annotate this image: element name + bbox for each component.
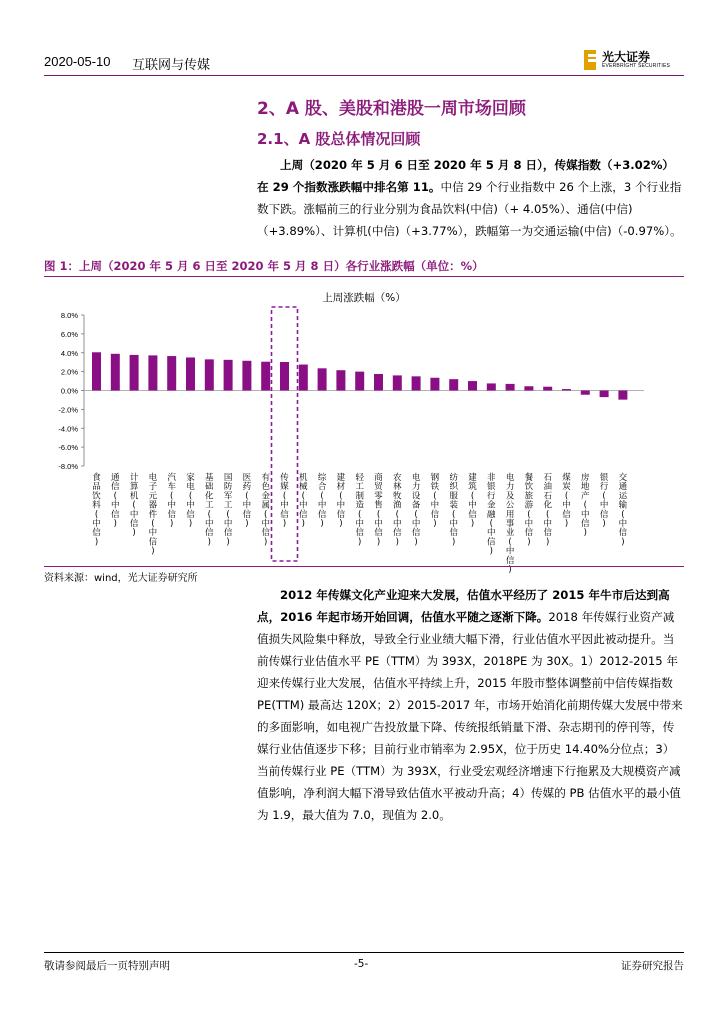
footer-report-type: 证券研究报告 — [621, 960, 684, 972]
bar — [355, 372, 364, 391]
industry-returns-chart — [44, 282, 684, 575]
logo-mark-icon — [584, 50, 596, 70]
x-tick-label: 钢铁(中信) — [430, 473, 440, 529]
page-header — [44, 48, 684, 76]
y-tick-label: -8.0% — [58, 462, 78, 471]
x-axis-labels — [92, 472, 627, 575]
bar — [543, 387, 552, 391]
y-axis — [58, 311, 644, 471]
x-tick-label: 电力设备(中信) — [411, 473, 421, 548]
bar — [205, 359, 214, 390]
subsection-heading: 2.1、A 股总体情况回顾 — [257, 130, 421, 148]
bar — [506, 384, 515, 391]
bar — [524, 386, 533, 390]
x-tick-label: 银行(中信) — [599, 473, 609, 529]
x-tick-label: 机械(中信) — [299, 473, 308, 529]
bar — [618, 391, 627, 400]
x-tick-label: 电力及公用事业(中信) — [505, 473, 515, 575]
y-tick-label: 4.0% — [60, 348, 78, 358]
bar — [374, 374, 383, 391]
bar — [224, 360, 233, 391]
logo-en-text: EVERBRIGHT SECURITIES — [602, 63, 671, 69]
bar — [412, 376, 421, 390]
intro-lead: 上周（2020 年 5 月 6 日至 2020 年 5 月 8 日），传媒指数（+3.02%）在 29 个指数涨跌幅中排名第 11。 — [257, 158, 675, 194]
x-tick-label: 传媒(中信) — [280, 473, 289, 529]
x-tick-label: 餐饮旅游(中信) — [524, 473, 534, 548]
y-tick-label: 6.0% — [60, 329, 78, 339]
figure-title: 图 1：上周（2020 年 5 月 6 日至 2020 年 5 月 8 日）各行业涨跌幅（单位：%） — [44, 259, 484, 273]
x-tick-label: 食品饮料(中信) — [92, 473, 101, 548]
bar — [318, 368, 327, 390]
y-tick-label: -4.0% — [58, 424, 78, 434]
bar — [186, 357, 195, 390]
x-tick-label: 交通运输(中信) — [618, 473, 628, 548]
y-tick-label: -2.0% — [58, 405, 78, 415]
valuation-paragraph — [257, 584, 683, 826]
x-tick-label: 家电(中信) — [186, 473, 195, 529]
bar — [242, 361, 251, 391]
bar — [280, 362, 289, 391]
x-tick-label: 商贸零售(中信) — [374, 473, 383, 548]
logo-cn-text: 光大证券 — [602, 50, 651, 64]
bar — [600, 391, 609, 398]
x-tick-label: 基础化工(中信) — [205, 473, 214, 548]
chart-title: 上周涨跌幅（%） — [322, 292, 406, 304]
intro-body: 中信 29 个行业指数中 26 个上涨，3 个行业指数下跌。涨幅前三的行业分别为食品饮料(中信)（+ 4.05%）、通信(中信)（+3.89%）、计算机(中信)（+3.77%），跌幅第一为交通运输(中信)（-0.97%）。 — [257, 180, 682, 238]
x-tick-label: 纺织服装(中信) — [449, 473, 458, 548]
bar — [393, 375, 402, 390]
x-tick-label: 有色金属(中信) — [261, 473, 270, 548]
bar — [336, 370, 345, 390]
bar — [487, 383, 496, 390]
bar — [167, 356, 176, 390]
figure-source: 资料来源：wind，光大证券研究所 — [44, 573, 198, 584]
valuation-lead: 2012 年传媒文化产业迎来大发展，估值水平经历了 2015 年牛市后达到高点，2016 年起市场开始回调，估值水平随之逐渐下降。 — [257, 588, 670, 624]
bar — [562, 389, 571, 390]
footer-disclaimer: 敬请参阅最后一页特别声明 — [44, 960, 170, 972]
x-tick-label: 计算机(中信) — [129, 473, 139, 539]
bar — [111, 354, 120, 391]
x-tick-label: 非银行金融(中信) — [487, 473, 496, 557]
bar — [299, 365, 308, 391]
bar — [148, 355, 157, 390]
brand-logo — [584, 48, 684, 74]
x-tick-label: 电子元器件(中信) — [148, 473, 158, 557]
page-number: -5- — [354, 958, 369, 970]
header-divider — [44, 75, 684, 76]
bar-series — [92, 352, 627, 399]
x-tick-label: 国防军工(中信) — [223, 473, 233, 548]
x-tick-label: 综合(中信) — [317, 473, 327, 529]
bar — [130, 355, 139, 391]
bar — [92, 352, 101, 390]
section-heading: 2、A 股、美股和港股一周市场回顾 — [257, 99, 526, 119]
x-tick-label: 通信(中信) — [111, 473, 120, 529]
bar — [449, 379, 458, 390]
figure-top-rule — [44, 276, 684, 277]
valuation-body: 2018 年传媒行业资产减值损失风险集中释放，导致全行业业绩大幅下滑，行业估值水平因此被动提升。当前传媒行业估值水平 PE（TTM）为 393X，2018PE 为 30X。1）2012-2015 年迎来传媒行业大发展，估值水平持续上升，2015 年股市整体调整前中信传媒指数 PE(TTM) 最高达 120X；2）2015-2017 年，市场开始消化前期传媒大发展中带来的多面影响，如电视广告投放量下降、传统报纸销量下滑、杂志期刊的停刊等，传媒行业估值逐步下移；目前行业市销率为 2.95X，位于历史 14.40%分位点；3）当前传媒行业 PE（TTM）为 393X，行业受宏观经济增速下行拖累及大规模资产减值影响，净利润大幅下滑导致估值水平被动升高；4）传媒的 PB 估值水平的最小值为 1.9，最大值为 7.0，现值为 2.0。 — [257, 610, 683, 822]
report-category: 互联网与传媒 — [132, 58, 211, 73]
y-tick-label: 0.0% — [60, 386, 78, 396]
x-tick-label: 煤炭(中信) — [562, 473, 571, 529]
report-date: 2020-05-10 — [44, 54, 111, 69]
bar — [261, 362, 270, 391]
x-tick-label: 农林牧渔(中信) — [393, 473, 402, 548]
bar — [581, 391, 590, 395]
footer-divider — [44, 952, 684, 953]
x-tick-label: 建材(中信) — [336, 473, 346, 529]
x-tick-label: 建筑(中信) — [468, 473, 477, 529]
bar — [430, 378, 439, 391]
x-tick-label: 医药(中信) — [242, 473, 252, 529]
x-tick-label: 石油石化(中信) — [543, 473, 552, 548]
x-tick-label: 轻工制造(中信) — [355, 473, 364, 548]
x-tick-label: 汽车(中信) — [167, 473, 176, 529]
x-tick-label: 房地产(中信) — [581, 473, 590, 539]
bar — [468, 381, 477, 390]
y-tick-label: -6.0% — [58, 443, 78, 453]
figure-bottom-rule — [44, 566, 684, 567]
y-tick-label: 8.0% — [60, 311, 78, 320]
intro-paragraph — [257, 154, 683, 242]
y-tick-label: 2.0% — [60, 367, 78, 377]
